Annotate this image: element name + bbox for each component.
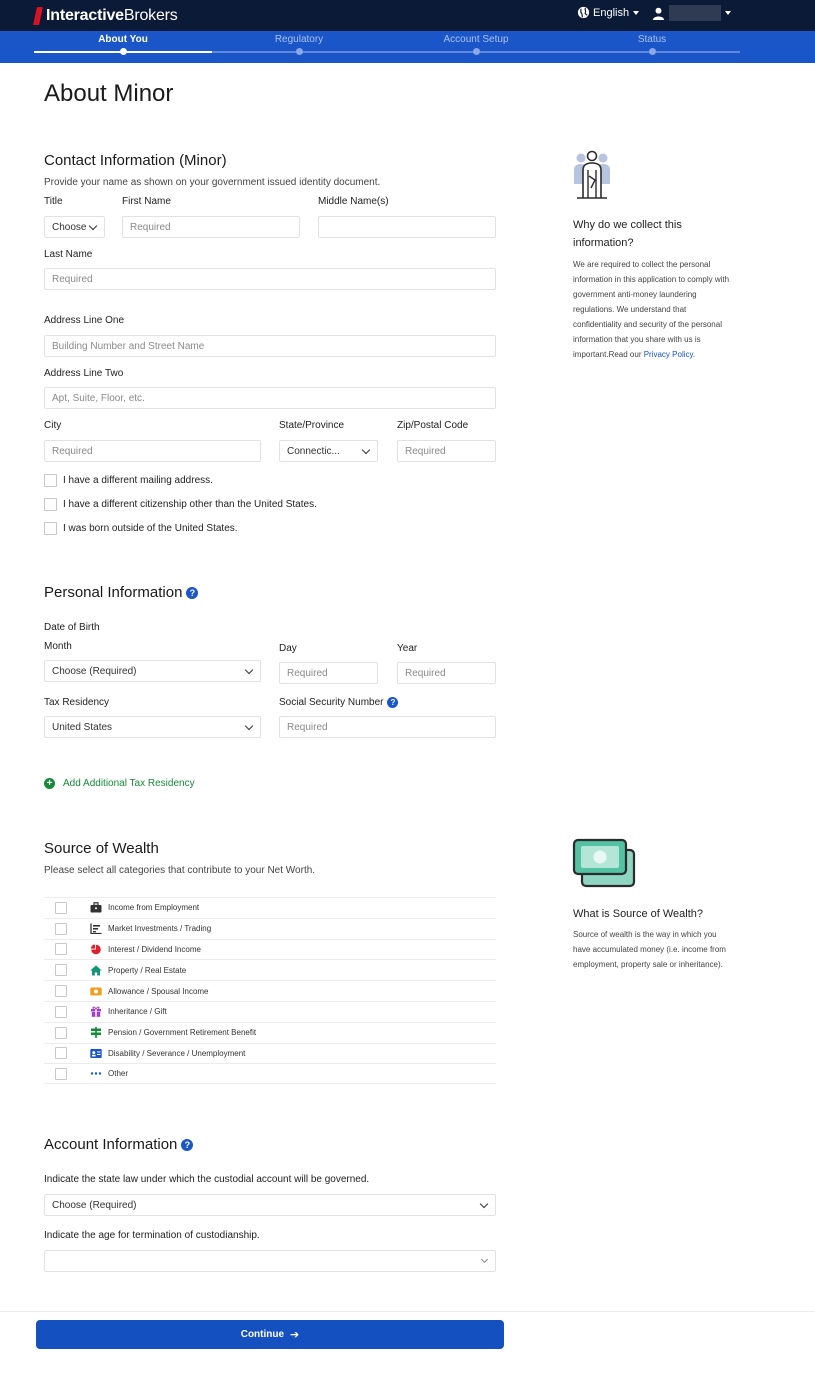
wealth-item-label: Inheritance / Gift xyxy=(108,1007,167,1017)
money-icon xyxy=(572,837,638,889)
wealth-item-other[interactable] xyxy=(44,1063,496,1084)
help-icon[interactable]: ? xyxy=(387,697,398,708)
address1-label: Address Line One xyxy=(44,315,125,326)
wealth-item-employment[interactable] xyxy=(44,897,496,918)
wealth-checkbox[interactable] xyxy=(55,1027,67,1039)
chevron-down-icon xyxy=(633,11,639,15)
progress-steps xyxy=(0,31,815,63)
help-icon[interactable]: ? xyxy=(186,587,198,599)
month-select[interactable] xyxy=(44,660,261,682)
contact-section-title: Contact Information (Minor) xyxy=(44,152,227,169)
footer-divider xyxy=(0,1311,815,1312)
wealth-item-inheritance[interactable] xyxy=(44,1001,496,1022)
chevron-down-icon xyxy=(480,1199,488,1207)
language-label: English xyxy=(593,6,630,19)
wealth-item-label: Income from Employment xyxy=(108,903,200,913)
year-label: Year xyxy=(397,643,418,654)
zip-input[interactable]: Required xyxy=(397,440,496,462)
user-name-redacted xyxy=(669,5,721,21)
ssn-label xyxy=(279,697,398,708)
wealth-side-title: What is Source of Wealth? xyxy=(573,908,704,920)
why-collect-body: We are required to collect the personal information in this application to comply with government anti-money laundering regulations. We understand that confidentiality and security of the personal information that you share with us is important.Read our xyxy=(573,260,730,359)
address2-input[interactable]: Apt, Suite, Floor, etc. xyxy=(44,387,496,409)
zip-label: Zip/Postal Code xyxy=(397,420,469,431)
logo-mark-icon xyxy=(34,6,44,26)
account-section-title-text: Account Information xyxy=(44,1136,178,1153)
brand-logo[interactable] xyxy=(34,4,178,28)
gift-icon xyxy=(90,1006,102,1017)
state-label: State/Province xyxy=(279,420,345,431)
pie-chart-icon xyxy=(90,944,102,955)
born-outside-label: I was born outside of the United States. xyxy=(63,523,238,534)
personal-section-title xyxy=(44,584,198,601)
address1-input[interactable]: Building Number and Street Name xyxy=(44,335,496,357)
wealth-item-label: Pension / Government Retirement Benefit xyxy=(108,1028,257,1038)
wealth-side-text: Source of wealth is the way in which you have accumulated money (i.e. income from employment, property sale or inheritance). xyxy=(573,930,726,969)
account-section-title xyxy=(44,1136,193,1153)
title-select[interactable] xyxy=(44,216,105,238)
chevron-down-icon xyxy=(245,721,253,729)
wealth-item-disability[interactable] xyxy=(44,1043,496,1064)
city-label: City xyxy=(44,420,62,431)
state-select[interactable] xyxy=(279,440,378,462)
chevron-down-icon xyxy=(89,221,97,229)
privacy-policy-link[interactable]: Privacy Policy. xyxy=(643,350,696,359)
page-title: About Minor xyxy=(44,80,174,107)
city-input[interactable]: Required xyxy=(44,440,261,462)
top-navbar xyxy=(0,0,815,31)
wealth-checkbox[interactable] xyxy=(55,1047,67,1059)
signpost-icon xyxy=(90,1027,102,1038)
citizenship-checkbox-row[interactable] xyxy=(44,498,317,511)
termination-age-select[interactable] xyxy=(44,1250,496,1272)
last-name-label: Last Name xyxy=(44,249,93,260)
add-tax-residency-link[interactable] xyxy=(44,778,195,789)
step-about-you[interactable]: About You xyxy=(98,34,148,45)
help-icon[interactable]: ? xyxy=(181,1139,193,1151)
tax-residency-value: United States xyxy=(52,721,113,733)
middle-name-input[interactable] xyxy=(318,216,496,238)
add-tax-residency-label: Add Additional Tax Residency xyxy=(63,778,195,789)
wealth-item-property[interactable] xyxy=(44,959,496,980)
first-name-label: First Name xyxy=(122,196,171,207)
wealth-hint: Please select all categories that contribute to your Net Worth. xyxy=(44,865,316,876)
brand-name-regular: Brokers xyxy=(123,7,178,24)
user-icon xyxy=(652,7,665,20)
first-name-input[interactable]: Required xyxy=(122,216,300,238)
day-label: Day xyxy=(279,643,297,654)
why-collect-text xyxy=(573,257,733,362)
continue-label: Continue xyxy=(240,1329,285,1340)
wealth-checkbox[interactable] xyxy=(55,902,67,914)
globe-icon xyxy=(577,6,590,19)
language-selector[interactable] xyxy=(577,6,639,19)
termination-age-label: Indicate the age for termination of custodianship. xyxy=(44,1230,260,1241)
mailing-address-label: I have a different mailing address. xyxy=(63,475,213,486)
address2-label: Address Line Two xyxy=(44,368,124,379)
continue-button[interactable] xyxy=(36,1320,504,1349)
last-name-input[interactable]: Required xyxy=(44,268,496,290)
chevron-down-icon xyxy=(245,665,253,673)
bar-chart-icon xyxy=(90,923,102,934)
tax-residency-select[interactable] xyxy=(44,716,261,738)
cash-icon xyxy=(90,986,102,997)
wealth-item-label: Other xyxy=(108,1069,129,1079)
user-menu[interactable] xyxy=(652,5,731,21)
wealth-item-label: Market Investments / Trading xyxy=(108,924,212,934)
wealth-checkbox[interactable] xyxy=(55,923,67,935)
wealth-item-label: Disability / Severance / Unemployment xyxy=(108,1048,246,1058)
born-outside-checkbox[interactable] xyxy=(44,522,57,535)
wealth-item-market[interactable] xyxy=(44,918,496,939)
state-law-value: Choose (Required) xyxy=(52,1199,137,1211)
wealth-item-allowance[interactable] xyxy=(44,980,496,1001)
wealth-checkbox[interactable] xyxy=(55,964,67,976)
wealth-checkbox[interactable] xyxy=(55,1068,67,1080)
house-icon xyxy=(90,965,102,976)
title-label: Title xyxy=(44,196,63,207)
step-status[interactable]: Status xyxy=(637,34,667,45)
tax-residency-label: Tax Residency xyxy=(44,697,110,708)
people-icon xyxy=(571,150,613,200)
mailing-address-checkbox[interactable] xyxy=(44,474,57,487)
month-select-value: Choose (Required) xyxy=(52,665,137,677)
step-dot-regulatory xyxy=(296,48,303,55)
plus-circle-icon: + xyxy=(44,778,55,789)
citizenship-label: I have a different citizenship other than the United States. xyxy=(63,499,317,510)
wealth-section-title: Source of Wealth xyxy=(44,840,159,857)
chevron-down-icon xyxy=(362,445,370,453)
step-dot-about-you xyxy=(120,48,127,55)
ssn-label-text: Social Security Number xyxy=(279,697,384,708)
chevron-down-icon xyxy=(725,11,731,15)
wealth-item-label: Interest / Dividend Income xyxy=(108,944,201,954)
wealth-item-pension[interactable] xyxy=(44,1022,496,1043)
year-input[interactable]: Required xyxy=(397,662,496,684)
briefcase-icon xyxy=(90,902,102,913)
state-law-select[interactable] xyxy=(44,1194,496,1216)
wealth-list xyxy=(44,897,496,1084)
ssn-input[interactable]: Required xyxy=(279,716,496,738)
step-dot-account-setup xyxy=(473,48,480,55)
step-dot-status xyxy=(649,48,656,55)
wealth-checkbox[interactable] xyxy=(55,985,67,997)
mailing-address-checkbox-row[interactable] xyxy=(44,474,213,487)
title-select-value: Choose xyxy=(52,221,87,233)
step-account-setup[interactable]: Account Setup xyxy=(443,34,509,45)
step-regulatory[interactable]: Regulatory xyxy=(274,34,324,45)
contact-hint: Provide your name as shown on your government issued identity document. xyxy=(44,177,381,188)
dob-label: Date of Birth xyxy=(44,622,100,633)
more-dots-icon xyxy=(90,1068,102,1079)
wealth-checkbox[interactable] xyxy=(55,1006,67,1018)
why-collect-title: Why do we collect this information? xyxy=(573,219,682,249)
wealth-checkbox[interactable] xyxy=(55,943,67,955)
brand-name-bold: Interactive xyxy=(46,7,124,24)
middle-name-label: Middle Name(s) xyxy=(318,196,389,207)
id-card-icon xyxy=(90,1048,102,1059)
wealth-item-label: Allowance / Spousal Income xyxy=(108,986,209,996)
arrow-right-icon: ➔ xyxy=(290,1329,300,1341)
personal-section-title-text: Personal Information xyxy=(44,584,183,601)
day-input[interactable]: Required xyxy=(279,662,378,684)
state-select-value: Connectic... xyxy=(287,445,340,457)
born-outside-checkbox-row[interactable] xyxy=(44,522,238,535)
month-label: Month xyxy=(44,641,72,652)
citizenship-checkbox[interactable] xyxy=(44,498,57,511)
chevron-down-icon xyxy=(481,1256,488,1263)
wealth-item-label: Property / Real Estate xyxy=(108,965,187,975)
wealth-item-interest[interactable] xyxy=(44,939,496,960)
state-law-label: Indicate the state law under which the custodial account will be governed. xyxy=(44,1174,370,1185)
